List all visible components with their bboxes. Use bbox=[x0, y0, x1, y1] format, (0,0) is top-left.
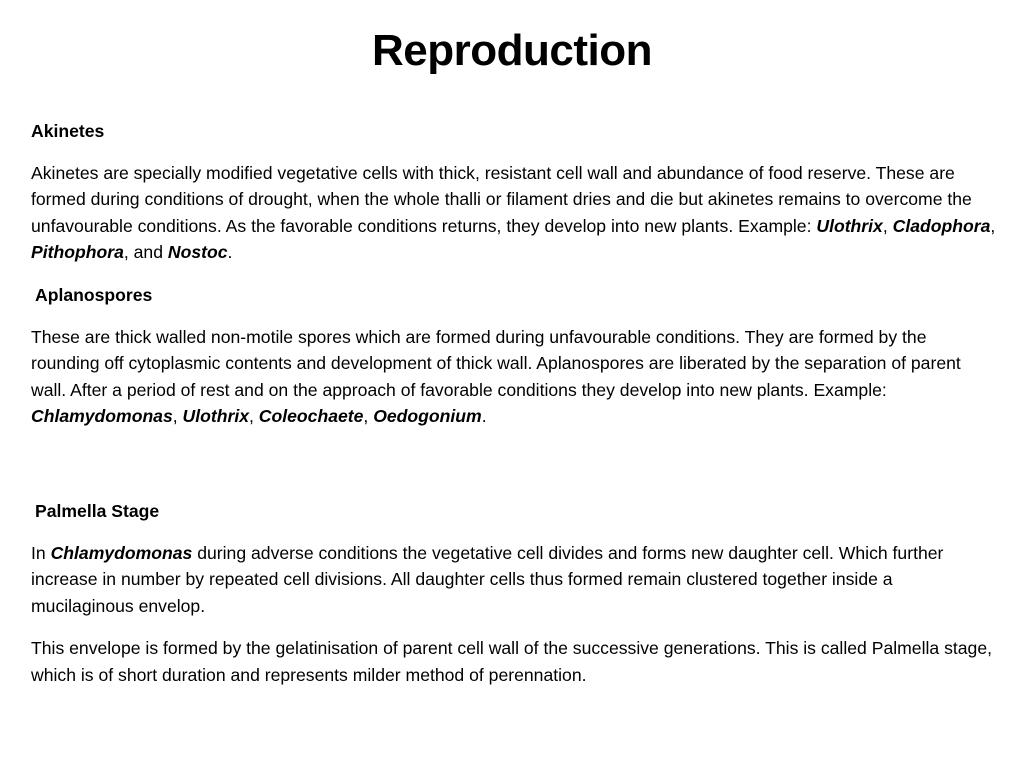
aplanospores-heading: Aplanospores bbox=[35, 284, 153, 305]
palmella-heading: Palmella Stage bbox=[35, 500, 160, 521]
akinetes-example-1: Ulothrix bbox=[816, 215, 883, 236]
slide-content bbox=[31, 118, 996, 689]
palmella-p1-species: Chlamydomonas bbox=[50, 542, 193, 563]
aplanospores-example-1: Chlamydomonas bbox=[31, 406, 173, 427]
akinetes-paragraph bbox=[31, 160, 996, 266]
palmella-p1-rest: during adverse conditions the vegetative cell divides and forms new daughter cell. Which further increase in number by repeated cell divisions. All daughter cells thus formed remain clustered together inside a mucilaginous envelop. bbox=[31, 542, 944, 616]
aplanospores-sep-2: , bbox=[249, 406, 259, 427]
akinetes-example-3: Pithophora bbox=[31, 242, 124, 263]
aplanospores-body: These are thick walled non-motile spores which are formed during unfavourable conditions. They are formed by the rounding off cytoplasmic contents and development of thick wall. Aplanospores are liberated by the separation of parent wall. After a period of rest and on the approach of favorable conditions they develop into new plants. Example: bbox=[31, 326, 961, 400]
akinetes-example-2: Cladophora bbox=[892, 215, 991, 236]
aplanospores-example-3: Coleochaete bbox=[258, 406, 364, 427]
palmella-p1-start: In bbox=[31, 542, 51, 563]
palmella-paragraph-2: This envelope is formed by the gelatinisation of parent cell wall of the successive generations. This is called Palmella stage, which is of short duration and represents milder method of perennation. bbox=[31, 638, 992, 685]
aplanospores-paragraph bbox=[31, 324, 996, 430]
aplanospores-example-4: Oedogonium bbox=[373, 406, 482, 427]
aplanospores-sep-3: , bbox=[363, 406, 374, 427]
akinetes-sep-1: , bbox=[882, 215, 893, 236]
akinetes-end: . bbox=[227, 242, 233, 263]
akinetes-body: Akinetes are specially modified vegetative cells with thick, resistant cell wall and abundance of food reserve. These are formed during conditions of drought, when the whole thalli or filament dries and die but akinetes remains to overcome the unfavourable conditions. As the favorable conditions returns, they develop into new plants. Example: bbox=[31, 162, 972, 236]
akinetes-sep-2: , bbox=[990, 215, 996, 236]
akinetes-example-4: Nostoc bbox=[167, 242, 228, 263]
akinetes-sep-3: , and bbox=[123, 242, 168, 263]
palmella-paragraph-1 bbox=[31, 540, 996, 620]
akinetes-heading: Akinetes bbox=[31, 121, 105, 141]
aplanospores-end: . bbox=[481, 406, 487, 427]
aplanospores-sep-1: , bbox=[172, 406, 183, 427]
page-title: Reproduction bbox=[372, 26, 652, 75]
aplanospores-example-2: Ulothrix bbox=[182, 406, 250, 427]
